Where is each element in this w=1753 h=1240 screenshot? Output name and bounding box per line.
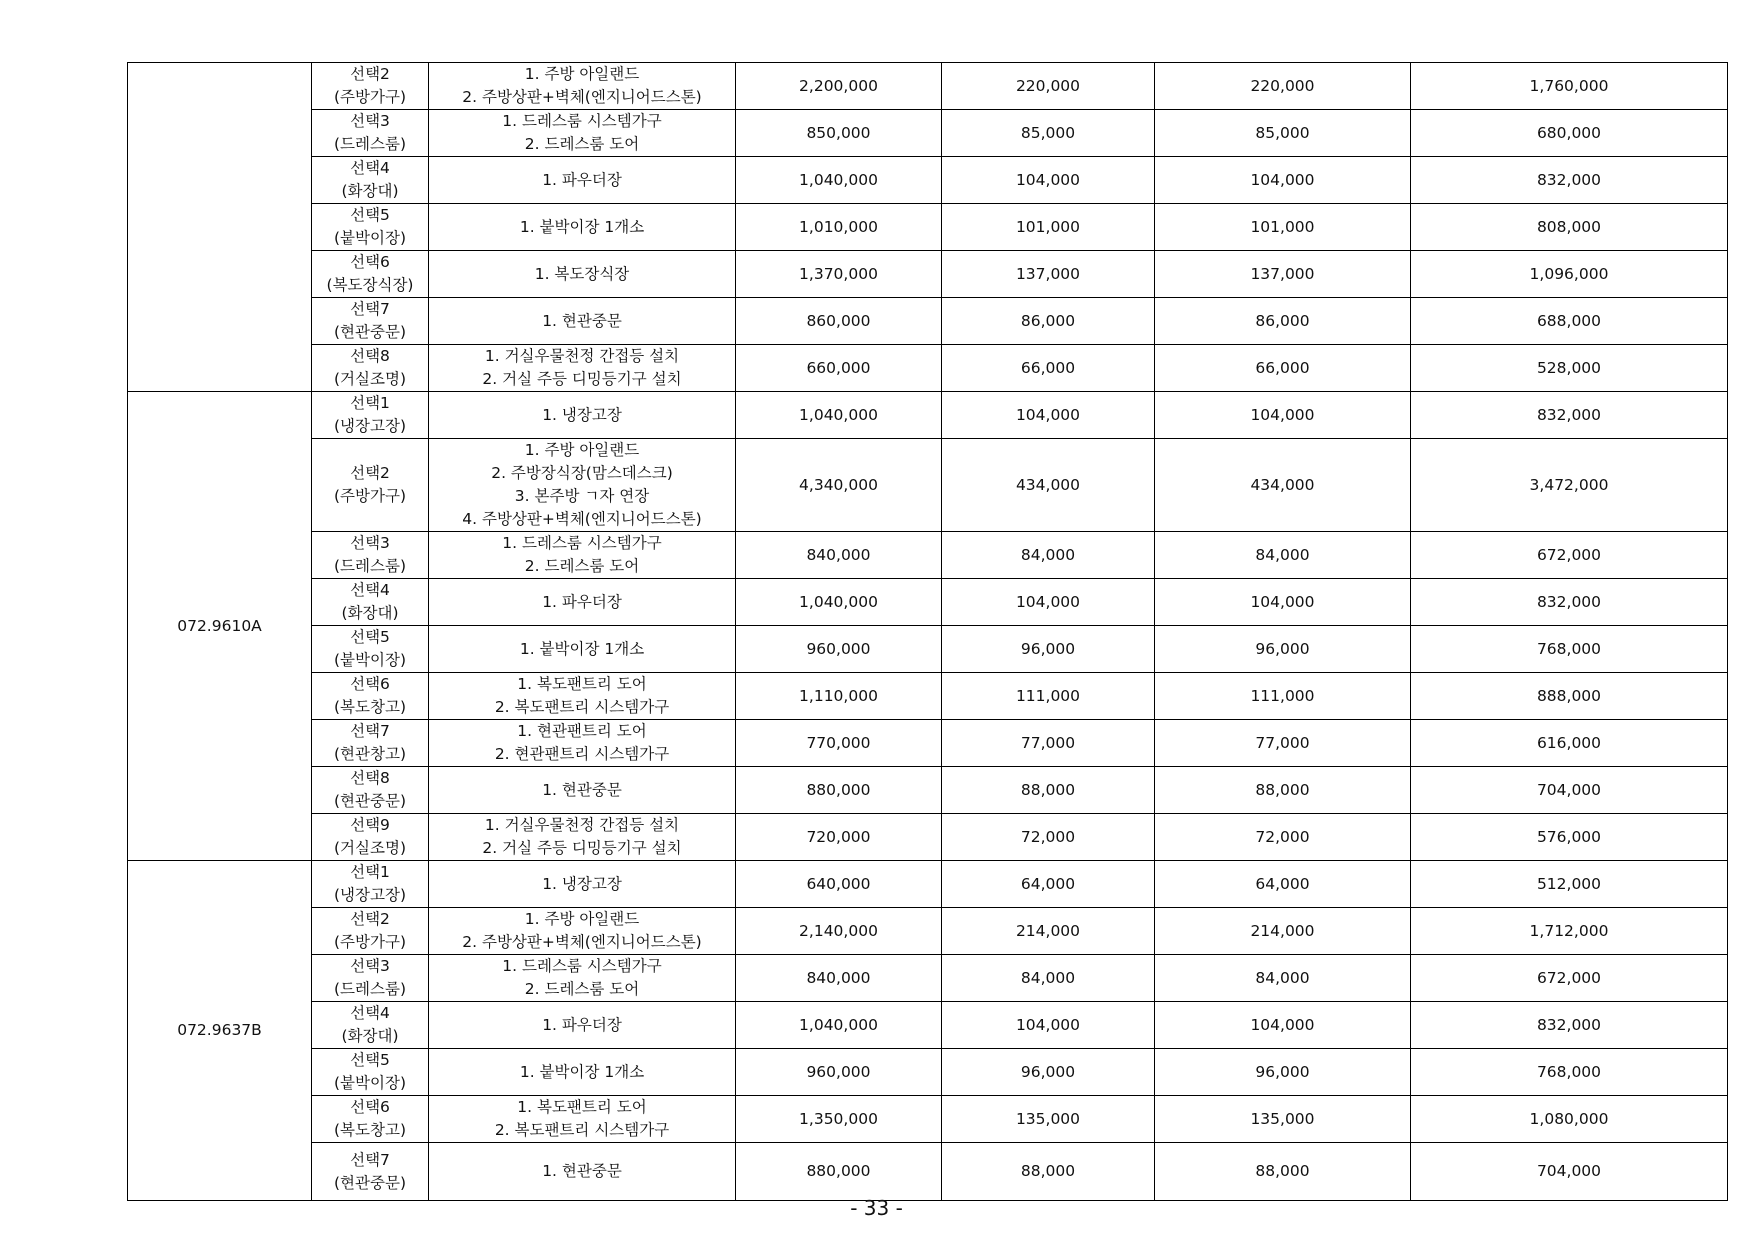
option-item: 1. 붙박이장 1개소 bbox=[519, 639, 645, 658]
table-row bbox=[128, 345, 1728, 392]
middle-payment-cell: 101,000 bbox=[1155, 204, 1411, 251]
option-items-cell bbox=[429, 204, 736, 251]
middle-payment-cell: 96,000 bbox=[1155, 626, 1411, 673]
option-item: 2. 드레스룸 도어 bbox=[524, 135, 640, 153]
price-cell: 660,000 bbox=[736, 345, 942, 392]
middle-payment-cell: 86,000 bbox=[1155, 298, 1411, 345]
option-number: 선택6 bbox=[350, 1098, 390, 1116]
option-category: (드레스룸) bbox=[334, 980, 406, 998]
price-cell: 1,040,000 bbox=[736, 157, 942, 204]
price-cell: 840,000 bbox=[736, 532, 942, 579]
option-number: 선택3 bbox=[350, 534, 390, 552]
option-items-cell bbox=[429, 392, 736, 439]
option-cell bbox=[312, 673, 429, 720]
middle-payment-cell: 135,000 bbox=[1155, 1096, 1411, 1143]
middle-payment-cell: 214,000 bbox=[1155, 908, 1411, 955]
option-item: 1. 냉장고장 bbox=[542, 405, 622, 424]
table-row bbox=[128, 579, 1728, 626]
option-items-cell bbox=[429, 908, 736, 955]
option-items-cell bbox=[429, 298, 736, 345]
balance-cell: 808,000 bbox=[1411, 204, 1728, 251]
table-body bbox=[128, 63, 1728, 1201]
contract-payment-cell: 96,000 bbox=[942, 1049, 1155, 1096]
housing-type-cell: 072.9610A bbox=[128, 392, 312, 861]
price-cell: 1,040,000 bbox=[736, 392, 942, 439]
option-cell bbox=[312, 1096, 429, 1143]
balance-cell: 704,000 bbox=[1411, 1143, 1728, 1201]
option-category: (화장대) bbox=[341, 1027, 399, 1045]
housing-type-cell: 072.9637B bbox=[128, 861, 312, 1201]
middle-payment-cell: 104,000 bbox=[1155, 1002, 1411, 1049]
option-items-cell bbox=[429, 1049, 736, 1096]
option-cell bbox=[312, 767, 429, 814]
price-cell: 880,000 bbox=[736, 1143, 942, 1201]
option-number: 선택7 bbox=[350, 300, 390, 318]
option-item: 2. 복도팬트리 시스템가구 bbox=[494, 698, 670, 716]
table-row bbox=[128, 720, 1728, 767]
option-item: 1. 드레스룸 시스템가구 bbox=[502, 112, 662, 130]
option-item: 1. 현관중문 bbox=[542, 780, 622, 799]
option-item: 1. 파우더장 bbox=[542, 170, 622, 189]
option-item: 1. 현관팬트리 도어 bbox=[517, 722, 647, 740]
balance-cell: 688,000 bbox=[1411, 298, 1728, 345]
price-cell: 2,140,000 bbox=[736, 908, 942, 955]
option-cell bbox=[312, 908, 429, 955]
option-number: 선택7 bbox=[350, 722, 390, 740]
middle-payment-cell: 220,000 bbox=[1155, 63, 1411, 110]
option-cell bbox=[312, 251, 429, 298]
contract-payment-cell: 84,000 bbox=[942, 955, 1155, 1002]
contract-payment-cell: 135,000 bbox=[942, 1096, 1155, 1143]
page-number: - 33 - bbox=[850, 1196, 903, 1220]
table-row bbox=[128, 626, 1728, 673]
option-items-cell bbox=[429, 814, 736, 861]
option-category: (붙박이장) bbox=[334, 651, 406, 669]
option-category: (화장대) bbox=[341, 182, 399, 200]
contract-payment-cell: 434,000 bbox=[942, 439, 1155, 532]
contract-payment-cell: 72,000 bbox=[942, 814, 1155, 861]
option-category: (주방가구) bbox=[334, 88, 406, 106]
option-item: 1. 붙박이장 1개소 bbox=[519, 1062, 645, 1081]
contract-payment-cell: 88,000 bbox=[942, 767, 1155, 814]
balance-cell: 576,000 bbox=[1411, 814, 1728, 861]
price-cell: 2,200,000 bbox=[736, 63, 942, 110]
option-category: (거실조명) bbox=[334, 839, 406, 857]
option-price-table bbox=[127, 62, 1728, 1201]
middle-payment-cell: 64,000 bbox=[1155, 861, 1411, 908]
balance-cell: 680,000 bbox=[1411, 110, 1728, 157]
balance-cell: 528,000 bbox=[1411, 345, 1728, 392]
option-items-cell bbox=[429, 63, 736, 110]
option-item: 1. 주방 아일랜드 bbox=[524, 65, 640, 83]
contract-payment-cell: 104,000 bbox=[942, 157, 1155, 204]
option-number: 선택2 bbox=[350, 464, 390, 482]
option-number: 선택7 bbox=[350, 1150, 390, 1169]
option-cell bbox=[312, 861, 429, 908]
option-number: 선택6 bbox=[350, 253, 390, 271]
balance-cell: 1,080,000 bbox=[1411, 1096, 1728, 1143]
option-item: 1. 거실우물천정 간접등 설치 bbox=[484, 816, 680, 834]
table-row bbox=[128, 110, 1728, 157]
option-item: 1. 복도장식장 bbox=[534, 264, 630, 283]
option-cell bbox=[312, 298, 429, 345]
table-row bbox=[128, 63, 1728, 110]
contract-payment-cell: 214,000 bbox=[942, 908, 1155, 955]
balance-cell: 888,000 bbox=[1411, 673, 1728, 720]
contract-payment-cell: 104,000 bbox=[942, 579, 1155, 626]
balance-cell: 1,712,000 bbox=[1411, 908, 1728, 955]
price-cell: 1,350,000 bbox=[736, 1096, 942, 1143]
middle-payment-cell: 77,000 bbox=[1155, 720, 1411, 767]
option-number: 선택5 bbox=[350, 1051, 390, 1069]
balance-cell: 832,000 bbox=[1411, 392, 1728, 439]
table-row bbox=[128, 767, 1728, 814]
option-cell bbox=[312, 579, 429, 626]
option-item: 2. 드레스룸 도어 bbox=[524, 980, 640, 998]
option-category: (현관중문) bbox=[334, 792, 406, 810]
middle-payment-cell: 434,000 bbox=[1155, 439, 1411, 532]
option-item: 2. 주방상판+벽체(엔지니어드스톤) bbox=[462, 933, 702, 951]
option-cell bbox=[312, 720, 429, 767]
price-cell: 960,000 bbox=[736, 626, 942, 673]
option-items-cell bbox=[429, 720, 736, 767]
option-item: 2. 복도팬트리 시스템가구 bbox=[494, 1121, 670, 1139]
option-number: 선택2 bbox=[350, 910, 390, 928]
price-cell: 960,000 bbox=[736, 1049, 942, 1096]
option-items-cell bbox=[429, 861, 736, 908]
option-cell bbox=[312, 110, 429, 157]
table-row bbox=[128, 908, 1728, 955]
middle-payment-cell: 85,000 bbox=[1155, 110, 1411, 157]
option-items-cell bbox=[429, 1143, 736, 1201]
middle-payment-cell: 104,000 bbox=[1155, 157, 1411, 204]
contract-payment-cell: 85,000 bbox=[942, 110, 1155, 157]
option-items-cell bbox=[429, 1096, 736, 1143]
option-item: 2. 주방장식장(맘스데스크) bbox=[491, 464, 673, 482]
option-category: (화장대) bbox=[341, 604, 399, 622]
option-category: (붙박이장) bbox=[334, 1074, 406, 1092]
middle-payment-cell: 88,000 bbox=[1155, 767, 1411, 814]
option-cell bbox=[312, 204, 429, 251]
option-cell bbox=[312, 626, 429, 673]
price-cell: 1,010,000 bbox=[736, 204, 942, 251]
option-cell bbox=[312, 63, 429, 110]
price-cell: 640,000 bbox=[736, 861, 942, 908]
option-cell bbox=[312, 157, 429, 204]
option-item: 1. 주방 아일랜드 bbox=[524, 441, 640, 459]
contract-payment-cell: 137,000 bbox=[942, 251, 1155, 298]
option-category: (붙박이장) bbox=[334, 229, 406, 247]
balance-cell: 672,000 bbox=[1411, 532, 1728, 579]
table-row bbox=[128, 814, 1728, 861]
option-items-cell bbox=[429, 251, 736, 298]
contract-payment-cell: 88,000 bbox=[942, 1143, 1155, 1201]
price-cell: 1,040,000 bbox=[736, 579, 942, 626]
table-row bbox=[128, 298, 1728, 345]
option-category: (현관중문) bbox=[334, 1173, 406, 1192]
table-row bbox=[128, 157, 1728, 204]
table-row bbox=[128, 861, 1728, 908]
contract-payment-cell: 101,000 bbox=[942, 204, 1155, 251]
option-items-cell bbox=[429, 439, 736, 532]
middle-payment-cell: 84,000 bbox=[1155, 532, 1411, 579]
contract-payment-cell: 104,000 bbox=[942, 392, 1155, 439]
option-number: 선택8 bbox=[350, 769, 390, 787]
price-cell: 1,370,000 bbox=[736, 251, 942, 298]
option-cell bbox=[312, 345, 429, 392]
middle-payment-cell: 66,000 bbox=[1155, 345, 1411, 392]
option-item: 1. 복도팬트리 도어 bbox=[517, 675, 647, 693]
option-item: 2. 거실 주등 디밍등기구 설치 bbox=[482, 370, 682, 388]
option-number: 선택2 bbox=[350, 65, 390, 83]
option-cell bbox=[312, 1143, 429, 1201]
option-item: 2. 드레스룸 도어 bbox=[524, 557, 640, 575]
middle-payment-cell: 72,000 bbox=[1155, 814, 1411, 861]
balance-cell: 672,000 bbox=[1411, 955, 1728, 1002]
housing-type-cell bbox=[128, 63, 312, 392]
option-items-cell bbox=[429, 626, 736, 673]
option-category: (드레스룸) bbox=[334, 135, 406, 153]
price-cell: 850,000 bbox=[736, 110, 942, 157]
option-category: (주방가구) bbox=[334, 933, 406, 951]
balance-cell: 616,000 bbox=[1411, 720, 1728, 767]
middle-payment-cell: 137,000 bbox=[1155, 251, 1411, 298]
option-items-cell bbox=[429, 955, 736, 1002]
option-items-cell bbox=[429, 157, 736, 204]
option-item: 1. 냉장고장 bbox=[542, 874, 622, 893]
option-cell bbox=[312, 955, 429, 1002]
option-item: 1. 붙박이장 1개소 bbox=[519, 217, 645, 236]
option-category: (복도장식장) bbox=[326, 276, 414, 294]
option-category: (현관중문) bbox=[334, 323, 406, 341]
option-number: 선택4 bbox=[350, 1004, 390, 1022]
option-number: 선택4 bbox=[350, 159, 390, 177]
middle-payment-cell: 88,000 bbox=[1155, 1143, 1411, 1201]
table-row bbox=[128, 251, 1728, 298]
option-items-cell bbox=[429, 110, 736, 157]
price-cell: 860,000 bbox=[736, 298, 942, 345]
option-category: (복도창고) bbox=[334, 1121, 406, 1139]
option-item: 2. 주방상판+벽체(엔지니어드스톤) bbox=[462, 88, 702, 106]
option-item: 1. 거실우물천정 간접등 설치 bbox=[484, 347, 680, 365]
option-cell bbox=[312, 814, 429, 861]
balance-cell: 1,760,000 bbox=[1411, 63, 1728, 110]
contract-payment-cell: 64,000 bbox=[942, 861, 1155, 908]
table-row bbox=[128, 1096, 1728, 1143]
option-category: (현관창고) bbox=[334, 745, 406, 763]
table-row bbox=[128, 1143, 1728, 1201]
option-number: 선택4 bbox=[350, 581, 390, 599]
option-number: 선택5 bbox=[350, 628, 390, 646]
contract-payment-cell: 84,000 bbox=[942, 532, 1155, 579]
balance-cell: 3,472,000 bbox=[1411, 439, 1728, 532]
option-category: (복도창고) bbox=[334, 698, 406, 716]
contract-payment-cell: 86,000 bbox=[942, 298, 1155, 345]
balance-cell: 832,000 bbox=[1411, 157, 1728, 204]
option-cell bbox=[312, 532, 429, 579]
option-item: 1. 복도팬트리 도어 bbox=[517, 1098, 647, 1116]
contract-payment-cell: 111,000 bbox=[942, 673, 1155, 720]
option-item: 4. 주방상판+벽체(엔지니어드스톤) bbox=[462, 510, 702, 528]
option-number: 선택3 bbox=[350, 957, 390, 975]
option-item: 1. 현관중문 bbox=[542, 1162, 622, 1180]
option-category: (주방가구) bbox=[334, 487, 406, 505]
middle-payment-cell: 104,000 bbox=[1155, 392, 1411, 439]
option-cell bbox=[312, 439, 429, 532]
option-cell bbox=[312, 1049, 429, 1096]
price-cell: 1,110,000 bbox=[736, 673, 942, 720]
option-number: 선택3 bbox=[350, 112, 390, 130]
option-cell bbox=[312, 392, 429, 439]
table-row bbox=[128, 392, 1728, 439]
price-cell: 4,340,000 bbox=[736, 439, 942, 532]
option-item: 1. 드레스룸 시스템가구 bbox=[502, 957, 662, 975]
option-item: 2. 거실 주등 디밍등기구 설치 bbox=[482, 839, 682, 857]
option-number: 선택1 bbox=[350, 863, 390, 881]
balance-cell: 832,000 bbox=[1411, 579, 1728, 626]
option-number: 선택1 bbox=[350, 394, 390, 412]
price-cell: 840,000 bbox=[736, 955, 942, 1002]
option-items-cell bbox=[429, 673, 736, 720]
balance-cell: 1,096,000 bbox=[1411, 251, 1728, 298]
option-item: 1. 현관중문 bbox=[542, 311, 622, 330]
option-category: (거실조명) bbox=[334, 370, 406, 388]
option-items-cell bbox=[429, 579, 736, 626]
table-row bbox=[128, 439, 1728, 532]
balance-cell: 768,000 bbox=[1411, 626, 1728, 673]
option-number: 선택9 bbox=[350, 816, 390, 834]
option-item: 2. 현관팬트리 시스템가구 bbox=[494, 745, 670, 763]
balance-cell: 832,000 bbox=[1411, 1002, 1728, 1049]
option-category: (냉장고장) bbox=[334, 886, 406, 904]
middle-payment-cell: 84,000 bbox=[1155, 955, 1411, 1002]
table-row bbox=[128, 955, 1728, 1002]
option-item: 1. 파우더장 bbox=[542, 592, 622, 611]
option-item: 1. 파우더장 bbox=[542, 1015, 622, 1034]
price-cell: 770,000 bbox=[736, 720, 942, 767]
option-item: 3. 본주방 ㄱ자 연장 bbox=[514, 487, 650, 505]
table-row bbox=[128, 1049, 1728, 1096]
price-cell: 720,000 bbox=[736, 814, 942, 861]
option-items-cell bbox=[429, 767, 736, 814]
option-items-cell bbox=[429, 345, 736, 392]
option-category: (냉장고장) bbox=[334, 417, 406, 435]
contract-payment-cell: 66,000 bbox=[942, 345, 1155, 392]
contract-payment-cell: 104,000 bbox=[942, 1002, 1155, 1049]
table-row bbox=[128, 204, 1728, 251]
balance-cell: 512,000 bbox=[1411, 861, 1728, 908]
table-row bbox=[128, 532, 1728, 579]
balance-cell: 768,000 bbox=[1411, 1049, 1728, 1096]
option-cell bbox=[312, 1002, 429, 1049]
option-item: 1. 드레스룸 시스템가구 bbox=[502, 534, 662, 552]
option-items-cell bbox=[429, 1002, 736, 1049]
table-row bbox=[128, 673, 1728, 720]
option-number: 선택5 bbox=[350, 206, 390, 224]
price-cell: 1,040,000 bbox=[736, 1002, 942, 1049]
contract-payment-cell: 220,000 bbox=[942, 63, 1155, 110]
price-cell: 880,000 bbox=[736, 767, 942, 814]
option-number: 선택6 bbox=[350, 675, 390, 693]
contract-payment-cell: 96,000 bbox=[942, 626, 1155, 673]
balance-cell: 704,000 bbox=[1411, 767, 1728, 814]
option-item: 1. 주방 아일랜드 bbox=[524, 910, 640, 928]
middle-payment-cell: 96,000 bbox=[1155, 1049, 1411, 1096]
contract-payment-cell: 77,000 bbox=[942, 720, 1155, 767]
option-number: 선택8 bbox=[350, 347, 390, 365]
option-category: (드레스룸) bbox=[334, 557, 406, 575]
table-row bbox=[128, 1002, 1728, 1049]
middle-payment-cell: 104,000 bbox=[1155, 579, 1411, 626]
option-items-cell bbox=[429, 532, 736, 579]
middle-payment-cell: 111,000 bbox=[1155, 673, 1411, 720]
